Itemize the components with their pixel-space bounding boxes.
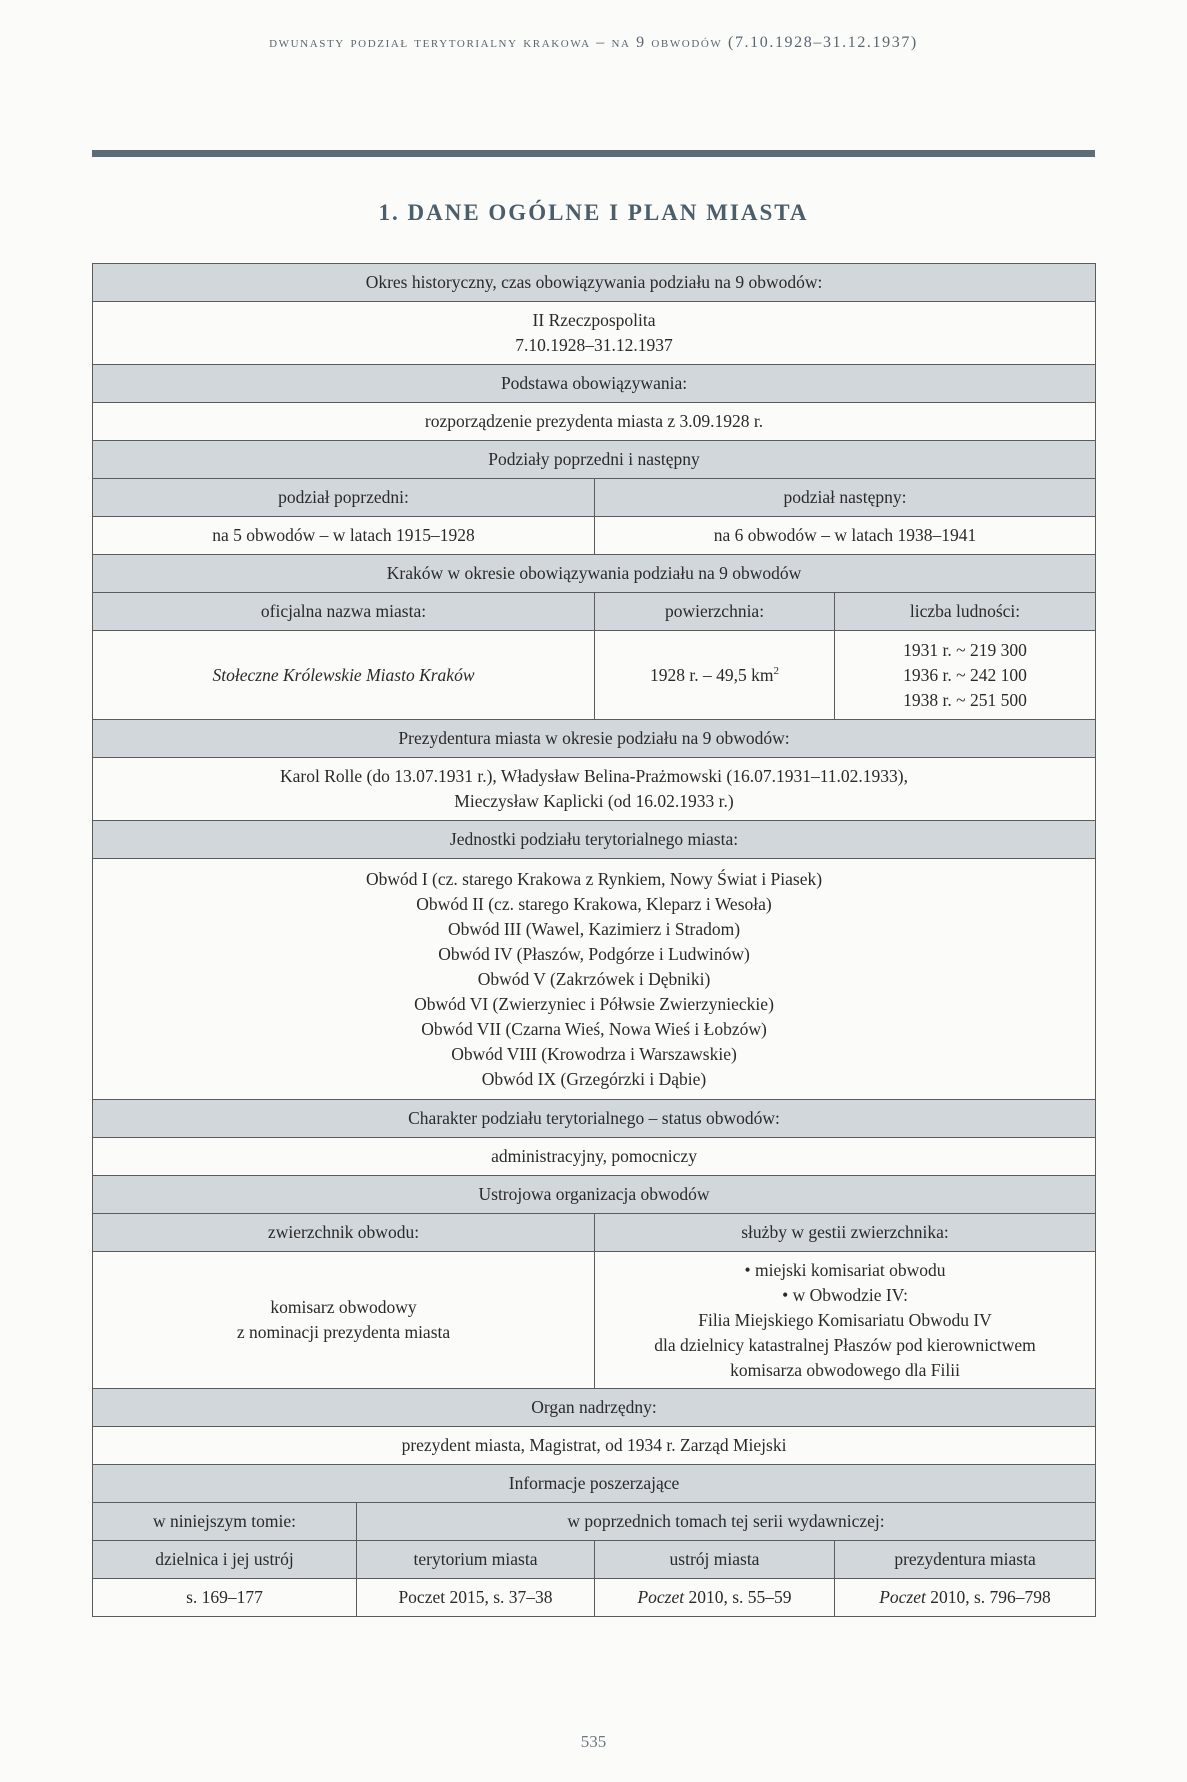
- population-1936: 1936 r. ~ 242 100: [903, 664, 1027, 685]
- area-unit-sup: 2: [773, 664, 779, 677]
- list-item: Obwód IV (Płaszów, Podgórze i Ludwinów): [438, 943, 750, 964]
- list-item: Obwód VII (Czarna Wieś, Nowa Wieś i Łobzów): [421, 1018, 767, 1039]
- chief-label: zwierzchnik obwodu:: [93, 1214, 595, 1252]
- podstawa-value: rozporządzenie prezydenta miasta z 3.09.1928 r.: [93, 403, 1096, 441]
- podstawa-header: Podstawa obowiązywania:: [93, 365, 1096, 403]
- next-division-label: podział następny:: [595, 479, 1096, 517]
- jednostki-list: [93, 859, 1096, 1100]
- prezydentura-line2: Mieczysław Kaplicki (od 16.02.1933 r.): [454, 791, 734, 811]
- list-item: Obwód IX (Grzegórzki i Dąbie): [481, 1068, 707, 1089]
- list-item: Obwód III (Wawel, Kazimierz i Stradom): [447, 918, 741, 939]
- list-item: Obwód I (cz. starego Krakowa z Rynkiem, Nowy Świat i Piasek): [365, 868, 823, 889]
- okres-header: Okres historyczny, czas obowiązywania podziału na 9 obwodów:: [93, 264, 1096, 302]
- population-1938: 1938 r. ~ 251 500: [903, 689, 1027, 710]
- services-line: komisarza obwodowego dla Filii: [730, 1359, 960, 1380]
- city-name-value: Stołeczne Królewskie Miasto Kraków: [93, 631, 595, 720]
- col-terytorium: terytorium miasta: [357, 1541, 595, 1579]
- this-volume-label: w niniejszym tomie:: [93, 1503, 357, 1541]
- ref-ustroj: [595, 1579, 835, 1617]
- area-label: powierzchnia:: [595, 593, 835, 631]
- informacje-header: Informacje poszerzające: [93, 1465, 1096, 1503]
- page-number: 535: [580, 1732, 607, 1751]
- chief-value: [93, 1252, 595, 1389]
- prev-volumes-label: w poprzednich tomach tej serii wydawniczej:: [357, 1503, 1096, 1541]
- ref-prezydentura: [835, 1579, 1096, 1617]
- top-rule: [92, 150, 1095, 157]
- ustroj-header: Ustrojowa organizacja obwodów: [93, 1176, 1096, 1214]
- charakter-value: administracyjny, pomocniczy: [93, 1138, 1096, 1176]
- ref-ustroj-title: Poczet: [637, 1587, 685, 1607]
- ref-dzielnica: s. 169–177: [93, 1579, 357, 1617]
- running-head: dwunasty podział terytorialny krakowa – na 9 obwodów (7.10.1928–31.12.1937): [269, 34, 918, 51]
- col-prezydentura: prezydentura miasta: [835, 1541, 1096, 1579]
- city-name-label: oficjalna nazwa miasta:: [93, 593, 595, 631]
- population-1931: 1931 r. ~ 219 300: [903, 639, 1027, 660]
- list-item: Obwód VI (Zwierzyniec i Półwsie Zwierzynieckie): [414, 993, 774, 1014]
- okres-line2: 7.10.1928–31.12.1937: [515, 335, 673, 355]
- ref-terytorium: Poczet 2015, s. 37–38: [357, 1579, 595, 1617]
- ref-prezydentura-title: Poczet: [879, 1587, 926, 1607]
- list-item: Obwód VIII (Krowodrza i Warszawskie): [451, 1043, 737, 1064]
- krakow-header: Kraków w okresie obowiązywania podziału na 9 obwodów: [93, 555, 1096, 593]
- prezydentura-value: [93, 758, 1096, 821]
- prev-division-label: podział poprzedni:: [93, 479, 595, 517]
- section-title: 1. DANE OGÓLNE I PLAN MIASTA: [378, 200, 809, 225]
- population-value: [835, 631, 1096, 720]
- area-text: 1928 r. – 49,5 km: [650, 664, 774, 685]
- area-value: [595, 631, 835, 720]
- services-line: • miejski komisariat obwodu: [744, 1259, 946, 1280]
- charakter-header: Charakter podziału terytorialnego – status obwodów:: [93, 1100, 1096, 1138]
- okres-value: [93, 302, 1096, 365]
- chief-line2: z nominacji prezydenta miasta: [236, 1322, 451, 1342]
- services-line: Filia Miejskiego Komisariatu Obwodu IV: [698, 1309, 992, 1330]
- ref-prezydentura-pages: 2010, s. 796–798: [925, 1587, 1051, 1607]
- info-table: [92, 263, 1096, 1617]
- next-division-value: na 6 obwodów – w latach 1938–1941: [595, 517, 1096, 555]
- services-line: • w Obwodzie IV:: [782, 1284, 908, 1305]
- population-label: liczba ludności:: [835, 593, 1096, 631]
- prezydentura-line1: Karol Rolle (do 13.07.1931 r.), Władysław Belina-Prażmowski (16.07.1931–11.02.1933),: [280, 766, 908, 786]
- podzialy-header: Podziały poprzedni i następny: [93, 441, 1096, 479]
- list-item: Obwód V (Zakrzówek i Dębniki): [477, 968, 711, 989]
- okres-line1: II Rzeczpospolita: [532, 310, 656, 330]
- col-ustroj: ustrój miasta: [595, 1541, 835, 1579]
- organ-header: Organ nadrzędny:: [93, 1389, 1096, 1427]
- services-line: dla dzielnicy katastralnej Płaszów pod kierownictwem: [654, 1334, 1036, 1355]
- services-label: służby w gestii zwierzchnika:: [595, 1214, 1096, 1252]
- prev-division-value: na 5 obwodów – w latach 1915–1928: [93, 517, 595, 555]
- ref-ustroj-pages: 2010, s. 55–59: [684, 1587, 792, 1607]
- organ-value: prezydent miasta, Magistrat, od 1934 r. Zarząd Miejski: [93, 1427, 1096, 1465]
- col-dzielnica: dzielnica i jej ustrój: [93, 1541, 357, 1579]
- list-item: Obwód II (cz. starego Krakowa, Kleparz i Wesoła): [416, 893, 772, 914]
- chief-line1: komisarz obwodowy: [270, 1297, 417, 1317]
- services-value: [595, 1252, 1096, 1389]
- prezydentura-header: Prezydentura miasta w okresie podziału na 9 obwodów:: [93, 720, 1096, 758]
- jednostki-header: Jednostki podziału terytorialnego miasta:: [93, 821, 1096, 859]
